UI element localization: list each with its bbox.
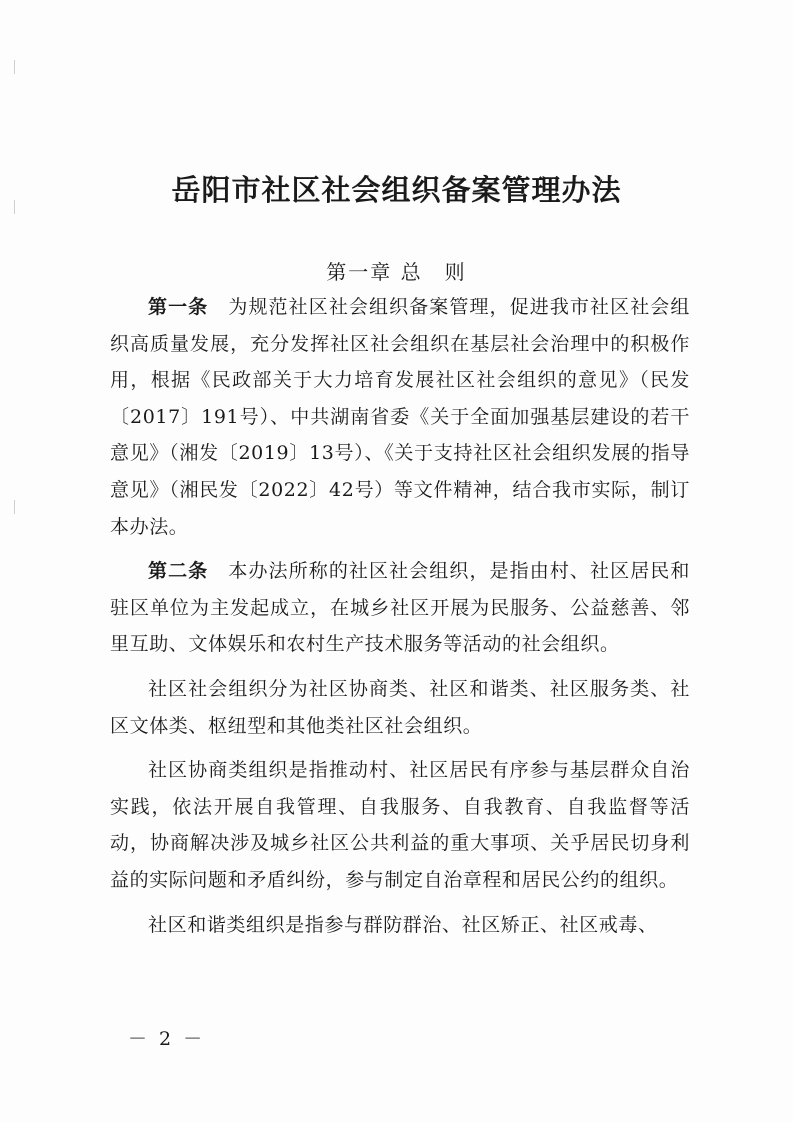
scan-edge-mark: [14, 500, 15, 514]
article-label: 第一条: [148, 296, 209, 318]
paragraph-text: 为规范社区社会组织备案管理，促进我市社区社会组织高质量发展，充分发挥社区社会组织在基层社会治理中的积极作用，根据《民政部关于大力培育发展社区社会组织的意见》（民发〔2017〕191号）、中共湖南省委《关于全面加强基层建设的若干意见》（湘发〔2019〕13号）、《关于支持社区社会组织发展的指导意见》（湘民发〔2022〕42号）等文件精神，结合我市实际，制订本办法。: [110, 296, 690, 538]
document-body: [110, 289, 690, 943]
paragraph-text: 社区和谐类组织是指参与群防群治、社区矫正、社区戒毒、: [148, 913, 658, 936]
paragraph-text: 社区社会组织分为社区协商类、社区和谐类、社区服务类、社区文体类、枢纽型和其他类社区社会组织。: [110, 677, 690, 737]
paragraph-consultation-type: [110, 752, 690, 898]
scan-edge-mark: [14, 60, 15, 74]
paragraph-categories: [110, 671, 690, 744]
paragraph-article-1: [110, 289, 690, 545]
paragraph-text: 社区协商类组织是指推动村、社区居民有序参与基层群众自治实践，依法开展自我管理、自我服务、自我教育、自我监督等活动，协商解决涉及城乡社区公共利益的重大事项、关乎居民切身利益的实际问题和矛盾纠纷，参与制定自治章程和居民公约的组织。: [110, 759, 690, 891]
paragraph-text: 本办法所称的社区社会组织，是指由村、社区居民和驻区单位为主发起成立，在城乡社区开展为民服务、公益慈善、邻里互助、文体娱乐和农村生产技术服务等活动的社会组织。: [110, 560, 690, 656]
paragraph-harmony-type: [110, 907, 690, 944]
page-number: － 2 －: [128, 1028, 206, 1050]
paragraph-article-2: [110, 553, 690, 663]
document-title: 岳阳市社区社会组织备案管理办法: [171, 173, 622, 207]
chapter-heading: 第一章 总 则: [326, 260, 467, 284]
article-label: 第二条: [148, 560, 209, 583]
